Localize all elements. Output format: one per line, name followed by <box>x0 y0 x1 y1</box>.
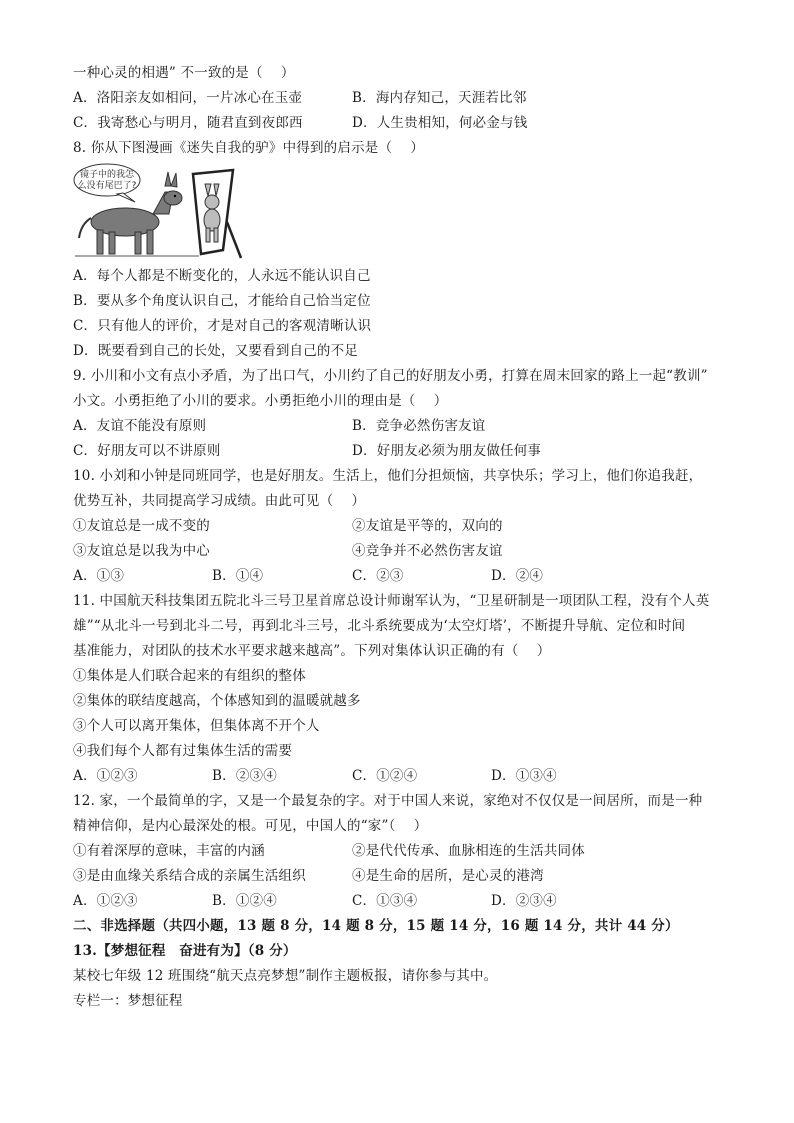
q12-statement-4: ④是生命的居所，是心灵的港湾 <box>352 868 544 884</box>
q10-statement-2: ②友谊是平等的，双向的 <box>352 518 503 534</box>
q7-option-d: D．人生贵相知，何必金与钱 <box>352 115 528 131</box>
speech-bubble <box>74 164 140 196</box>
q10-option-b: B．①④ <box>212 568 264 584</box>
q12-statement-2: ②是代代传承、血脉相连的生活共同体 <box>352 843 585 859</box>
q9-option-a: A．友谊不能没有原则 <box>73 418 207 434</box>
q13-title: 13.【梦想征程 奋进有为】（8 分） <box>73 943 297 959</box>
q12-stem-line1: 12. 家，一个最简单的字，又是一个最复杂的字。对于中国人来说，家绝对不仅仅是一间居所，而是一种 <box>73 793 703 809</box>
q7-stem-tail: 一种心灵的相遇” 不一致的是（ ） <box>73 65 295 81</box>
q10-stem-line2: 优势互补，共同提高学习成绩。由此可见（ ） <box>73 493 366 509</box>
q8-option-d: D．既要看到自己的长处，又要看到自己的不足 <box>73 343 359 359</box>
q11-statement-2: ②集体的联结度越高，个体感知到的温暖就越多 <box>73 693 361 709</box>
q12-stem-line2: 精神信仰，是内心最深处的根。可见，中国人的“家”（ ） <box>73 818 428 834</box>
q7-option-b: B．海内存知己，天涯若比邻 <box>352 90 527 106</box>
q7-option-c: C．我寄愁心与明月，随君直到夜郎西 <box>73 115 303 131</box>
q12-statement-3: ③是由血缘关系结合成的亲属生活组织 <box>73 868 306 884</box>
q12-option-a: A．①②③ <box>73 893 138 909</box>
q7-option-a: A．洛阳亲友如相问，一片冰心在玉壶 <box>73 90 303 106</box>
section-2-heading: 二、非选择题（共四小题，13 题 8 分，14 题 8 分，15 题 14 分，16 题 14 分，共计 44 分） <box>73 918 679 934</box>
q10-stem-line1: 10. 小刘和小钟是同班同学，也是好朋友。生活上，他们分担烦恼，共享快乐；学习上，他们你追我赶， <box>73 468 703 484</box>
q10-statement-1: ①友谊总是一成不变的 <box>73 518 210 534</box>
q10-option-c: C．②③ <box>352 568 404 584</box>
q11-stem-line3: 基准能力，对团队的技术水平要求越来越高”。下列对集体认识正确的有（ ） <box>73 643 551 659</box>
q9-stem-line2: 小文。小勇拒绝了小川的要求。小勇拒绝小川的理由是（ ） <box>73 393 448 409</box>
q12-option-b: B．①②④ <box>212 893 277 909</box>
q11-statement-3: ③个人可以离开集体，但集体离不开个人 <box>73 718 320 734</box>
donkey-mirror-cartoon <box>73 162 249 262</box>
q11-option-a: A．①②③ <box>73 768 138 784</box>
q12-option-d: D．②③④ <box>491 893 557 909</box>
q9-stem-line1: 9. 小川和小文有点小矛盾，为了出口气，小川约了自己的好朋友小勇，打算在周末回家的路上一起“教训” <box>73 368 708 384</box>
q9-option-d: D．好朋友必须为朋友做任何事 <box>352 443 542 459</box>
q8-option-b: B．要从多个角度认识自己，才能给自己恰当定位 <box>73 293 371 309</box>
bubble-text-1: 镜子中的我怎 <box>79 170 135 180</box>
q12-option-c: C．①③④ <box>352 893 418 909</box>
q10-option-a: A．①③ <box>73 568 125 584</box>
q10-option-d: D．②④ <box>491 568 544 584</box>
q11-statement-4: ④我们每个人都有过集体生活的需要 <box>73 743 293 759</box>
q8-stem: 8. 你从下图漫画《迷失自我的驴》中得到的启示是（ ） <box>73 140 425 156</box>
q8-option-a: A．每个人都是不断变化的，人永远不能认识自己 <box>73 268 371 284</box>
q12-statement-1: ①有着深厚的意味，丰富的内涵 <box>73 843 265 859</box>
q11-option-b: B．②③④ <box>212 768 277 784</box>
q13-intro: 某校七年级 12 班围绕“航天点亮梦想”制作主题板报，请你参与其中。 <box>73 968 498 984</box>
bubble-text-2: 么没有尾巴了? <box>77 181 137 191</box>
q10-statement-4: ④竞争并不必然伤害友谊 <box>352 543 503 559</box>
q11-stem-line2: 雄”“从北斗一号到北斗二号，再到北斗三号，北斗系统要成为‘太空灯塔’，不断提升导航、定位和时间 <box>73 618 686 634</box>
q11-statement-1: ①集体是人们联合起来的有组织的整体 <box>73 668 306 684</box>
q9-option-c: C．好朋友可以不讲原则 <box>73 443 221 459</box>
column-1-title: 专栏一：梦想征程 <box>73 993 183 1009</box>
q11-stem-line1: 11. 中国航天科技集团五院北斗三号卫星首席总设计师谢军认为，“卫星研制是一项团队工程，没有个人英 <box>73 593 710 609</box>
q8-option-c: C．只有他人的评价，才是对自己的客观清晰认识 <box>73 318 372 334</box>
q11-option-d: D．①③④ <box>491 768 557 784</box>
donkey-reflection <box>204 184 220 242</box>
q10-statement-3: ③友谊总是以我为中心 <box>73 543 210 559</box>
q11-option-c: C．①②④ <box>352 768 418 784</box>
q9-option-b: B．竞争必然伤害友谊 <box>352 418 486 434</box>
